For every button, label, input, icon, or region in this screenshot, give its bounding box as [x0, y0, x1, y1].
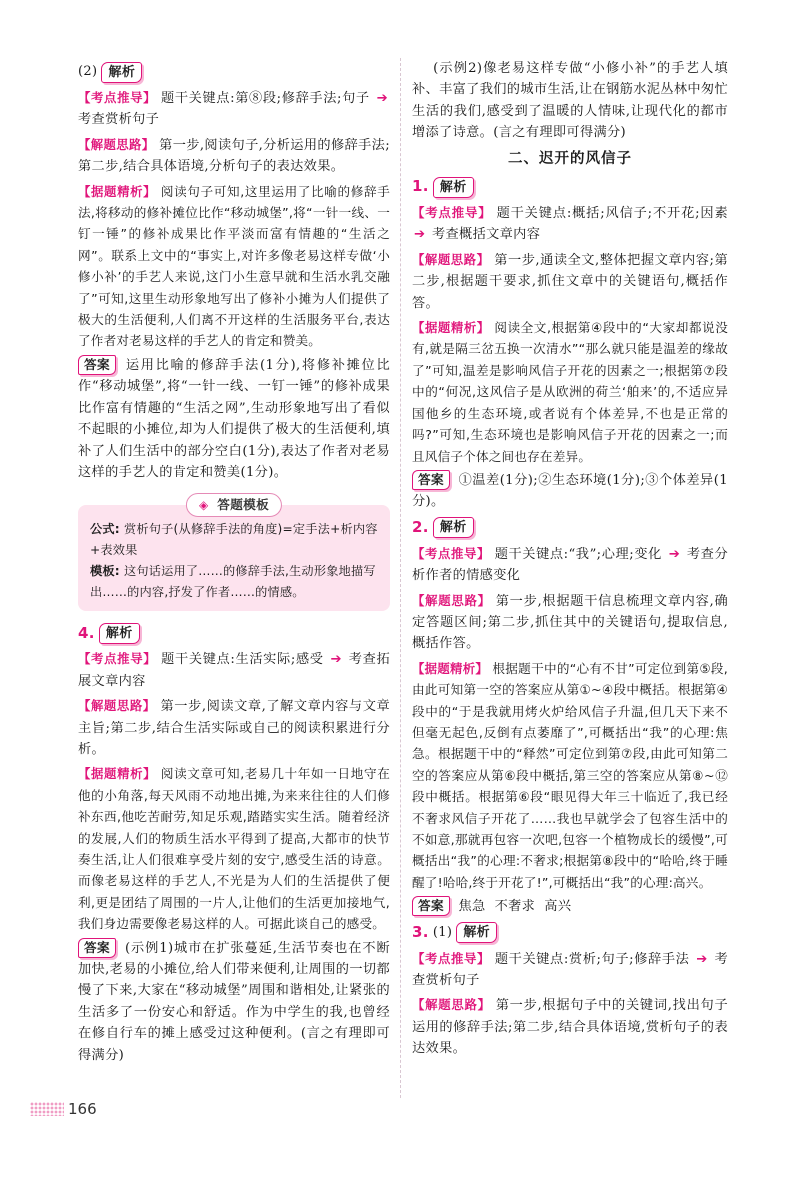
kaodian-tag: 【考点推导】 — [412, 205, 492, 221]
question-3-2-header — [78, 60, 390, 84]
question-number: 3. — [412, 922, 429, 941]
question-4-header — [78, 621, 390, 645]
kaodian-after: 考查拓展文章内容 — [78, 652, 391, 689]
column-divider — [400, 58, 402, 1098]
jingxi-tag: 【据题精析】 — [78, 766, 157, 782]
question-3-header — [412, 921, 728, 945]
kaodian-tag: 【考点推导】 — [78, 651, 157, 667]
answer-paragraph — [412, 896, 728, 917]
answer-text: (示例1)城市在扩张蔓延,生活节奏也在不断加快,老易的小摊位,给人们带来便利,让周围的一切都慢了下来,大家在“移动城堡”周围和谐相处,让紧张的生活多了一份安心和舒适。作为中学生的我,也曾经在修自行车的摊上感受过这种便利。(言之有理即可得满分) — [78, 940, 390, 1063]
jingxi-tag: 【据题精析】 — [412, 320, 490, 336]
model-text: 这句话运用了……的修辞手法,生动形象地描写出……的内容,抒发了作者……的情感。 — [90, 564, 376, 600]
answer-badge: 答案 — [78, 938, 116, 958]
analysis-badge: 解析 — [101, 62, 142, 83]
template-model — [90, 561, 378, 603]
kaodian-paragraph — [78, 648, 390, 692]
kaodian-paragraph — [412, 202, 728, 246]
kaodian-paragraph — [412, 543, 728, 587]
silu-tag: 【解题思路】 — [412, 592, 491, 608]
question-1-header — [412, 175, 728, 199]
jingxi-text: 阅读全文,根据第④段中的“大家却都说没有,就是隔三岔五换一次清水”“那么就只能是温差的缘故了”可知,温差是影响风信子开花的因素之一;根据第⑦段中的“何况,这风信子是从欧洲的荷兰‘舶来’的,不适应异国他乡的生态环境,或者说有个体差异,不也是正常的吗?”可知,生态环境也是影响风信子开花的因素之一;而且风信子个体之间也存在差异。 — [412, 320, 728, 464]
answer-text: 运用比喻的修辞手法(1分),将修补摊位比作“移动城堡”,将“一针一线、一钉一锤”的修补成果比作富有情趣的“生活之网”,生动形象地写出了看似不起眼的小摊位,却为人们提供了极大的生活便利,填补了人们生活中的部分空白(1分),表达了作者对老易这样的手艺人的肯定和赞美(1分)。 — [78, 357, 390, 480]
answer-paragraph — [78, 938, 390, 1066]
sub-question-number: (2) — [78, 64, 98, 80]
answer-badge: 答案 — [412, 896, 450, 916]
formula-text: 赏析句子(从修辞手法的角度)=定手法+析内容+表效果 — [90, 522, 378, 558]
silu-paragraph — [78, 695, 390, 760]
arrow-right-icon: ➔ — [376, 91, 388, 106]
kaodian-tag: 【考点推导】 — [78, 90, 157, 105]
jingxi-paragraph — [412, 658, 728, 893]
question-2-header — [412, 516, 728, 540]
silu-paragraph — [78, 134, 390, 178]
arrow-right-icon: ➔ — [330, 652, 342, 668]
jingxi-paragraph — [78, 763, 390, 934]
answer-continuation: (示例2)像老易这样专做“小修小补”的手艺人填补、丰富了我们的城市生活,让在钢筋水泥丛林中匆忙生活的我们,感受到了温暖的人情味,让现代化的都市增添了诗意。(言之有理即可得满分) — [412, 61, 728, 141]
template-formula — [90, 519, 378, 561]
kaodian-text: 题干关键点:第⑧段;修辞手法;句子 — [161, 91, 370, 106]
formula-label: 公式: — [90, 522, 120, 537]
kaodian-after: 考查赏析句子 — [412, 951, 728, 989]
page-number: 166 — [68, 1100, 97, 1118]
jingxi-text: 阅读句子可知,这里运用了比喻的修辞手法,将移动的修补摊位比作“移动城堡”,将“一针一线、一钉一锤”的修补成果比作平淡而富有情趣的“生活之网”。联系上文中的“事实上,对许多像老易这样专做‘小修小补’的手艺人来说,这门小生意早就和生活水乳交融了”可知,这里生动形象地写出了修补小摊为人们提供了极大的生活便利,人们离不开这样的生活服务平台,表达了作者对老易这样的手艺人的肯定和赞美。 — [78, 183, 391, 349]
answer-template-box — [78, 497, 390, 611]
kaodian-tag: 【考点推导】 — [412, 950, 491, 966]
silu-paragraph — [412, 249, 728, 314]
jingxi-text: 阅读文章可知,老易几十年如一日地守在他的小角落,每天风雨不动地出摊,为来来往往的人们修补东西,他吃苦耐劳,知足乐观,踏踏实实生活。随着经济的发展,人们的物质生活水平得到了提高,大都市的快节奏生活,让人们很难享受片刻的安宁,感受生活的诗意。而像老易这样的手艺人,不光是为人们的生活提供了便利,更是团结了周围的一片人,让他们的生活更加接地气,我们身边需要像老易这样的人。可据此谈自己的感受。 — [78, 766, 391, 932]
jingxi-text: 根据题干中的“心有不甘”可定位到第⑤段,由此可知第一空的答案应从第①~④段中概括。根据第④段中的“于是我就用烤火炉给风信子升温,但几天下来不但毫无起色,反倒有点萎靡了”,可概括出“我”的心理:焦急。根据题干中的“释然”可定位到第⑦段,由此可知第二空的答案应从第⑥段中概括,第三空的答案应从第⑧~⑫段中概括。根据第⑥段“眼见得大年三十临近了,我已经不奢求风信子开花了……我也早就学会了包容生活中的不如意,那就再包容一次吧,包容一个植物成长的缓慢”,可概括出“我”的心理:不奢求;根据第⑧段中的“哈哈,终于睡醒了!哈哈,终于开花了!”,可概括出“我”的心理:高兴。 — [412, 660, 728, 890]
silu-tag: 【解题思路】 — [78, 136, 155, 152]
jingxi-paragraph — [412, 317, 728, 467]
answer-badge: 答案 — [412, 470, 450, 490]
silu-tag: 【解题思路】 — [412, 997, 491, 1013]
kaodian-after: 考查赏析句子 — [78, 112, 160, 128]
question-number: 2. — [412, 518, 429, 537]
silu-paragraph — [412, 590, 728, 655]
silu-tag: 【解题思路】 — [78, 698, 156, 714]
page-footer — [30, 1100, 97, 1118]
analysis-badge: 解析 — [433, 177, 474, 198]
left-column — [78, 58, 390, 1069]
kaodian-text: 题干关键点:生活实际;感受 — [161, 652, 324, 668]
kaodian-tag: 【考点推导】 — [412, 545, 490, 561]
silu-text: 第一步,阅读句子,分析运用的修辞手法;第二步,结合具体语境,分析句子的表达效果。 — [78, 137, 391, 175]
book-icon: ◈ — [198, 498, 209, 513]
kaodian-paragraph — [78, 87, 390, 131]
silu-text: 第一步,阅读文章,了解文章内容与文章主旨;第二步,结合生活实际或自己的阅读积累进行分析。 — [78, 699, 390, 757]
kaodian-text: 题干关键点:概括;风信子;不开花;因素 — [496, 206, 729, 222]
jingxi-tag: 【据题精析】 — [78, 183, 157, 199]
question-number: 1. — [412, 177, 429, 196]
arrow-right-icon: ➔ — [696, 951, 708, 967]
kaodian-after: 考查分析作者的情感变化 — [412, 546, 728, 584]
kaodian-text: 题干关键点:赏析;句子;修辞手法 — [494, 951, 690, 967]
kaodian-text: 题干关键点:“我”;心理;变化 — [494, 546, 662, 562]
silu-text: 第一步,通读全文,整体把握文章内容;第二步,根据题干要求,抓住文章中的关键语句,概括作答。 — [412, 252, 728, 311]
template-title — [186, 493, 282, 517]
jingxi-paragraph — [78, 181, 390, 352]
silu-paragraph — [412, 994, 728, 1059]
arrow-right-icon: ➔ — [414, 227, 426, 243]
kaodian-paragraph — [412, 948, 728, 992]
answer-badge: 答案 — [78, 355, 116, 375]
sub-question-number: (1) — [432, 924, 453, 940]
section-title: 二、迟开的风信子 — [508, 149, 632, 167]
model-label: 模板: — [90, 564, 120, 579]
kaodian-after: 考查概括文章内容 — [431, 227, 541, 243]
jingxi-tag: 【据题精析】 — [412, 660, 489, 676]
analysis-badge: 解析 — [433, 517, 474, 538]
silu-text: 第一步,根据题干信息梳理文章内容,确定答题区间;第二步,抓住其中的关键语句,提取信息,概括作答。 — [412, 593, 728, 652]
silu-text: 第一步,根据句子中的关键词,找出句子运用的修辞手法;第二步,结合具体语境,赏析句子的表达效果。 — [412, 998, 728, 1057]
analysis-badge: 解析 — [99, 623, 140, 644]
arrow-right-icon: ➔ — [668, 546, 681, 562]
silu-tag: 【解题思路】 — [412, 251, 490, 267]
answer-text: ①温差(1分);②生态环境(1分);③个体差异(1分)。 — [412, 472, 728, 510]
template-title-text: 答题模板 — [217, 497, 270, 513]
answer-text: 焦急 不奢求 高兴 — [458, 899, 572, 915]
dot-pattern-decoration — [30, 1102, 64, 1116]
question-number: 4. — [78, 623, 95, 642]
right-column — [412, 58, 728, 1063]
answer-paragraph — [412, 470, 728, 513]
answer-paragraph — [78, 355, 390, 483]
analysis-badge: 解析 — [456, 922, 497, 943]
